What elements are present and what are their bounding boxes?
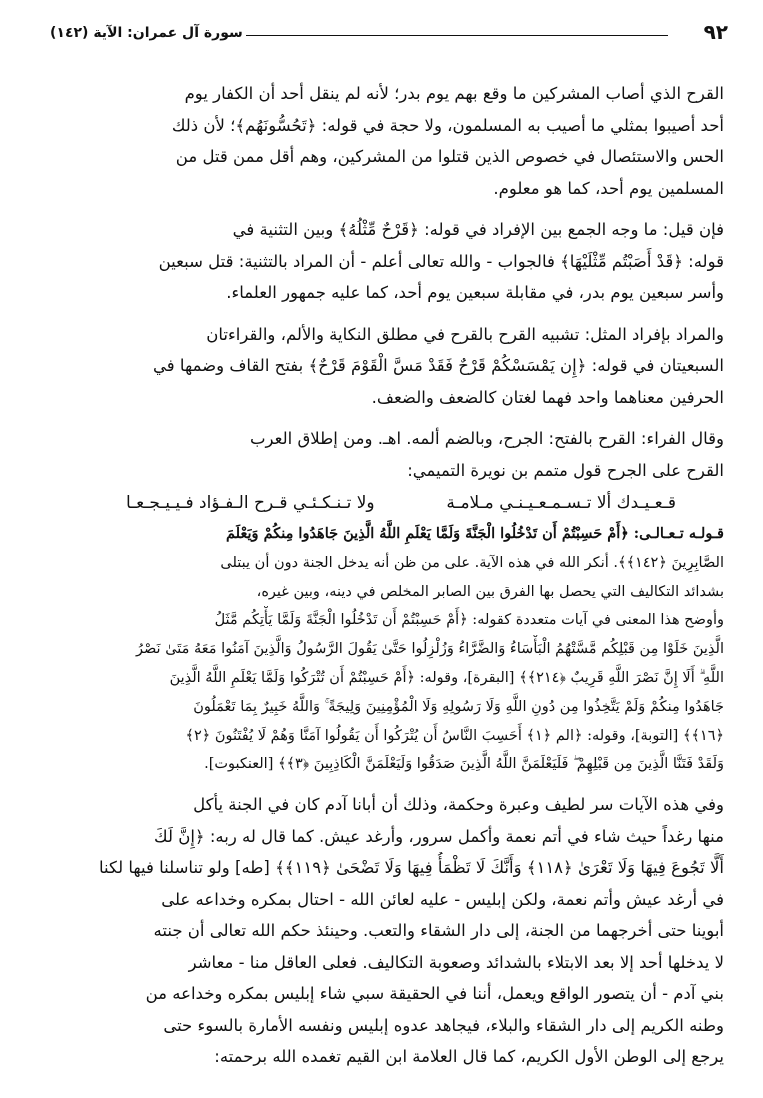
text-line: وأسر سبعين يوم بدر، في مقابلة سبعين يوم أحد، كما عليه جمهور العلماء. [226,283,724,302]
verse-line: وأوضح هذا المعنى في آيات متعددة كقوله: ﴿أَمْ حَسِبْتُمْ أَن تَدْخُلُوا الْجَنَّةَ وَلَمَّا يَأْتِكُم مَّثَلُ [214,612,724,629]
header-rule [246,35,668,36]
paragraph-3 [38,319,724,414]
verse-line: وَلَقَدْ فَتَنَّا الَّذِينَ مِن قَبْلِهِمْ ۖ فَلَيَعْلَمَنَّ اللَّهُ الَّذِينَ صَدَقُوا وَلَيَعْلَمَنَّ الْكَاذِبِينَ ﴿٣﴾﴾ [العنكبوت]. [204,756,724,773]
poem-hemistich-second: ولا تـنـكـئـي قـرح الـفـؤاد فـيـيـجـعـا [126,493,375,513]
text-line: أحد أصيبوا بمثلي ما أصيب به المسلمون، ولا حجة في قوله: ﴿تَحُسُّونَهُم﴾؛ لأن ذلك [171,115,724,135]
paragraph-2 [38,214,724,309]
text-line: قوله: ﴿قَدْ أَصَبْتُم مِّثْلَيْهَا﴾ فالجواب - والله تعالى أعلم - أن المراد بالتثنية: قتل سبعين [158,251,724,271]
text-line: القرح على الجرح قول متمم بن نويرة التميمي: [407,460,724,480]
text-line: يرجع إلى الوطن الأول الكريم، كما قال العلامة ابن القيم تغمده الله برحمته: [214,1047,724,1067]
text-line: وفي هذه الآيات سر لطيف وعبرة وحكمة، وذلك أن أبانا آدم كان في الجنة يأكل [193,795,724,815]
paragraph-4 [38,423,724,486]
verse-line: جَاهَدُوا مِنكُمْ وَلَمْ يَتَّخِذُوا مِن دُونِ اللَّهِ وَلَا رَسُولِهِ وَلَا الْمُؤْمِنِينَ وَلِيجَةً ۚ وَاللَّهُ خَبِيرٌ بِمَا تَعْمَلُونَ [193,698,724,715]
verse-line: قـولـه تـعـالـى: ﴿أَمْ حَسِبْتُمْ أَن تَدْخُلُوا الْجَنَّةَ وَلَمَّا يَعْلَمِ اللَّهُ الَّذِينَ جَاهَدُوا مِنكُمْ وَيَعْلَمَ [226,525,724,542]
text-line: وطنه الكريم إلى دار الشقاء والبلاء، فيجاهد عدوه إبليس ونفسه الأمارة بالسوء حتى [163,1015,724,1035]
text-line: وقال الفراء: القرح بالفتح: الجرح، وبالضم ألمه. اهـ. ومن إطلاق العرب [250,429,724,448]
text-line: القرح الذي أصاب المشركين ما وقع بهم يوم بدر؛ لأنه لم ينقل أحد أن الكفار يوم [184,84,724,103]
verse-line: الصَّابِرِينَ ﴿١٤٢﴾﴾. أنكر الله في هذه الآية. على من ظن أنه يدخل الجنة دون أن يبتلى [220,554,724,571]
page-number: ٩٢ [703,20,728,44]
text-line: أبوينا حتى أخرجهما من الجنة، إلى دار الشقاء والتعب. وحينئذ حكم الله تعالى أن جنته [153,921,724,941]
verse-line: ﴿١٦﴾﴾ [التوبة]، وقوله: ﴿الم ﴿١﴾ أَحَسِبَ النَّاسُ أَن يُتْرَكُوا أَن يَقُولُوا آمَنَّا وَهُمْ لَا يُفْتَنُونَ ﴿٢﴾ [185,727,724,744]
poem-verse [38,486,724,520]
text-line: الحرفين معناهما واحد فهما لغتان كالضعف والضعف. [371,387,724,407]
poem-hemistich-first: قـعـيـدك ألا تـسـمـعـيـنـي مـلامـة [446,493,676,513]
verse-commentary [38,520,724,779]
text-line: بني آدم - أن يتصور الواقع ويعمل، أننا في الحقيقة سبي شاء إبليس بمكره وخداعه من [145,984,724,1004]
text-line: منها رغداً حيث شاء في أتم نعمة وأكمل سرور، وأرغد عيش. كما قال له ربه: ﴿إِنَّ لَكَ [154,826,724,846]
text-line: والمراد بإفراد المثل: تشبيه القرح بالقرح في مطلق النكاية والألم، والقراءتان [206,324,724,344]
sura-label: سورة آل عمران: الآية (١٤٢) [50,25,243,41]
text-line: السبعيتان في قوله: ﴿إِن يَمْسَسْكُمْ قَرْحٌ فَقَدْ مَسَّ الْقَوْمَ قَرْحٌ﴾ بفتح القاف وضمها في [153,356,724,375]
verse-line: بشدائد التكاليف التي يحصل بها الفرق بين الصابر المخلص في دينه، وبين غيره، [256,583,724,600]
verse-line: الَّذِينَ خَلَوْا مِن قَبْلِكُم مَّسَّتْهُمُ الْبَأْسَاءُ وَالضَّرَّاءُ وَزُلْزِلُوا حَتَّىٰ يَقُولَ الرَّسُولُ وَالَّذِينَ آمَنُوا مَعَهُ مَتَىٰ نَصْرُ [135,641,724,658]
closing-paragraph [38,789,724,1073]
page-header [38,22,728,46]
text-line: لا يدخلها أحد إلا بعد الابتلاء بالشدائد وصعوبة التكاليف. فعلى العاقل منا - معاشر [188,952,724,972]
paragraph-1 [38,78,724,204]
text-line: الحس والاستئصال في خصوص الذين قتلوا من المشركين، وهم أقل ممن قتل من [175,147,724,166]
text-line: فإن قيل: ما وجه الجمع بين الإفراد في قوله: ﴿قَرْحٌ مِّثْلُهُ﴾ وبين التثنية في [232,220,724,239]
text-line: أَلَّا تَجُوعَ فِيهَا وَلَا تَعْرَىٰ ﴿١١٨﴾ وَأَنَّكَ لَا تَظْمَأُ فِيهَا وَلَا تَضْحَىٰ ﴿١١٩﴾﴾ [طه] ولو تناسلنا فيها لكنا [98,858,724,878]
text-line: في أرغد عيش وأتم نعمة، ولكن إبليس - عليه لعائن الله - احتال بمكره وخداعه على [161,889,724,909]
text-line: المسلمين يوم أحد، كما هو معلوم. [493,178,724,198]
page-body [38,78,724,1073]
verse-line: اللَّهِ ۗ أَلَا إِنَّ نَصْرَ اللَّهِ قَرِيبٌ ﴿٢١٤﴾﴾ [البقرة]، وقوله: ﴿أَمْ حَسِبْتُمْ أَن تُتْرَكُوا وَلَمَّا يَعْلَمِ اللَّهُ الَّذِينَ [169,669,724,686]
